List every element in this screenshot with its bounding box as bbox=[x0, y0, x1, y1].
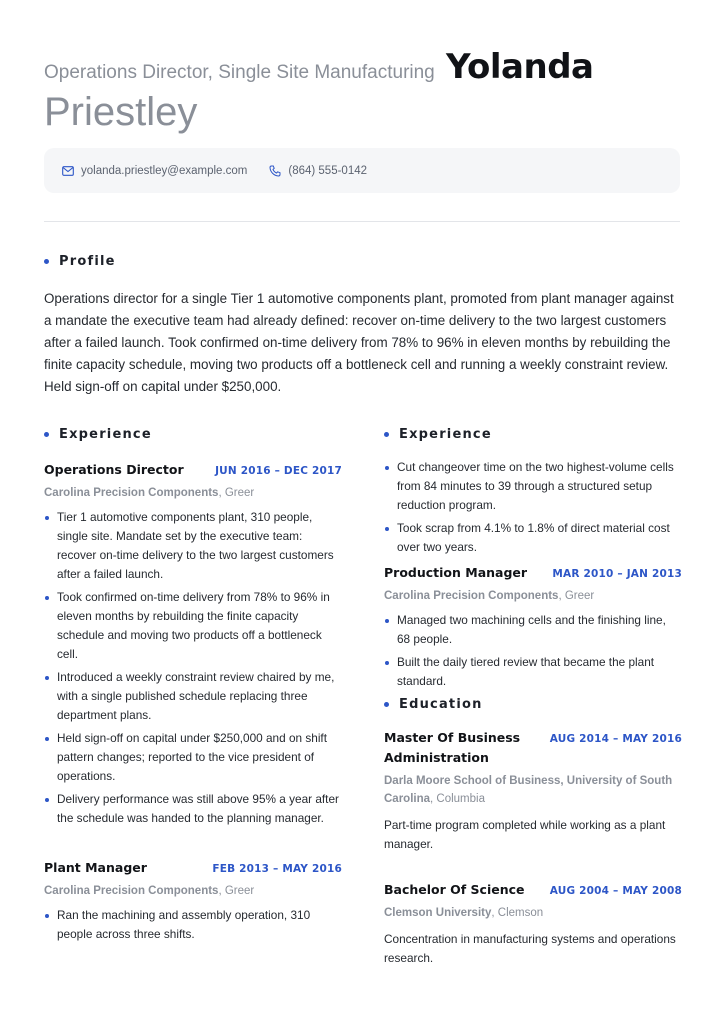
education-entry bbox=[384, 728, 682, 854]
header-divider bbox=[44, 221, 680, 222]
education-description: Part-time program completed while working as a plant manager. bbox=[384, 818, 666, 851]
job-date: MAR 2010 – JAN 2013 bbox=[552, 568, 682, 580]
left-column bbox=[44, 427, 342, 948]
list-item: Delivery performance was still above 95% a year after the schedule was handed to the planning manager. bbox=[44, 790, 342, 828]
job-company: Carolina Precision Components, Greer bbox=[44, 885, 255, 897]
job-entry bbox=[44, 460, 342, 828]
phone-text: (864) 555-0142 bbox=[288, 164, 368, 177]
bullet-dot-icon bbox=[384, 702, 389, 707]
phone-icon bbox=[269, 165, 281, 177]
bullet-dot-icon bbox=[44, 432, 49, 437]
education-description: Concentration in manufacturing systems and operations research. bbox=[384, 932, 676, 965]
list-item: Introduced a weekly constraint review chaired by me, with a single published schedule replacing three department plans. bbox=[44, 668, 342, 725]
right-column bbox=[384, 427, 682, 968]
email-text: yolanda.priestley@example.com bbox=[81, 164, 248, 177]
profile-heading: Profile bbox=[44, 254, 116, 269]
list-item: Tier 1 automotive components plant, 310 people, single site. Mandate set by the executive team: recover on-time delivery to the two largest customers after a failed launch. bbox=[44, 508, 342, 584]
experience-heading: Experience bbox=[44, 427, 342, 442]
mail-icon bbox=[62, 166, 74, 176]
job-bullets bbox=[44, 508, 342, 828]
job-company: Carolina Precision Components, Greer bbox=[44, 487, 255, 499]
last-name: Priestley bbox=[44, 90, 198, 134]
job-role: Operations Director, Single Site Manufacturing bbox=[44, 62, 435, 83]
degree-title: Bachelor Of Science bbox=[384, 882, 525, 897]
list-item: Cut changeover time on the two highest-volume cells from 84 minutes to 39 through a structured setup reduction program. bbox=[384, 458, 682, 515]
bullet-dot-icon bbox=[44, 259, 49, 264]
job-title: Production Manager bbox=[384, 565, 528, 580]
job-company: Carolina Precision Components, Greer bbox=[384, 590, 595, 602]
list-item: Ran the machining and assembly operation, 310 people across three shifts. bbox=[44, 906, 342, 944]
job-date: JUN 2016 – DEC 2017 bbox=[215, 465, 342, 477]
email-contact[interactable] bbox=[62, 165, 247, 177]
job-title: Plant Manager bbox=[44, 860, 147, 875]
education-date: AUG 2004 – MAY 2008 bbox=[549, 885, 682, 897]
contact-bar bbox=[44, 148, 680, 193]
list-item: Built the daily tiered review that became the plant standard. bbox=[384, 653, 682, 691]
profile-summary: Operations director for a single Tier 1 automotive components plant, promoted from plant manager against a mandate the executive team had already defined: recover on-time delivery to the two largest customers after a failed launch. Took confirmed on-time delivery from 78% to 96% in eleven months by rebuilding the finite capacity schedule, moving two products off a bottleneck cell and running a weekly constraint review. Held sign-off on capital under $250,000. bbox=[44, 291, 674, 394]
job-bullets bbox=[44, 906, 342, 944]
education-school: Darla Moore School of Business, University of South Carolina, Columbia bbox=[384, 775, 673, 805]
job-date: FEB 2013 – MAY 2016 bbox=[212, 863, 342, 875]
name-line bbox=[44, 44, 680, 96]
list-item: Held sign-off on capital under $250,000 and on shift pattern changes; reported to the vice president of operations. bbox=[44, 729, 342, 786]
experience-heading: Experience bbox=[384, 427, 682, 442]
list-item: Took scrap from 4.1% to 1.8% of direct material cost over two years. bbox=[384, 519, 682, 557]
education-date: AUG 2014 – MAY 2016 bbox=[549, 733, 682, 745]
job-bullets bbox=[384, 611, 682, 691]
resume-header bbox=[44, 44, 680, 134]
list-item: Took confirmed on-time delivery from 78% to 96% in eleven months by rebuilding the finite capacity schedule and moving two products off a bottleneck cell. bbox=[44, 588, 342, 664]
phone-contact[interactable] bbox=[269, 165, 367, 177]
job-bullets bbox=[384, 458, 682, 557]
education-school: Clemson University, Clemson bbox=[384, 907, 544, 919]
education-heading: Education bbox=[384, 697, 682, 712]
first-name: Yolanda bbox=[446, 47, 594, 87]
education-entry bbox=[384, 880, 682, 968]
job-entry bbox=[44, 858, 342, 944]
job-entry bbox=[384, 563, 682, 691]
job-title: Operations Director bbox=[44, 462, 184, 477]
list-item: Managed two machining cells and the finishing line, 68 people. bbox=[384, 611, 682, 649]
bullet-dot-icon bbox=[384, 432, 389, 437]
degree-title: Master Of Business Administration bbox=[384, 730, 521, 765]
